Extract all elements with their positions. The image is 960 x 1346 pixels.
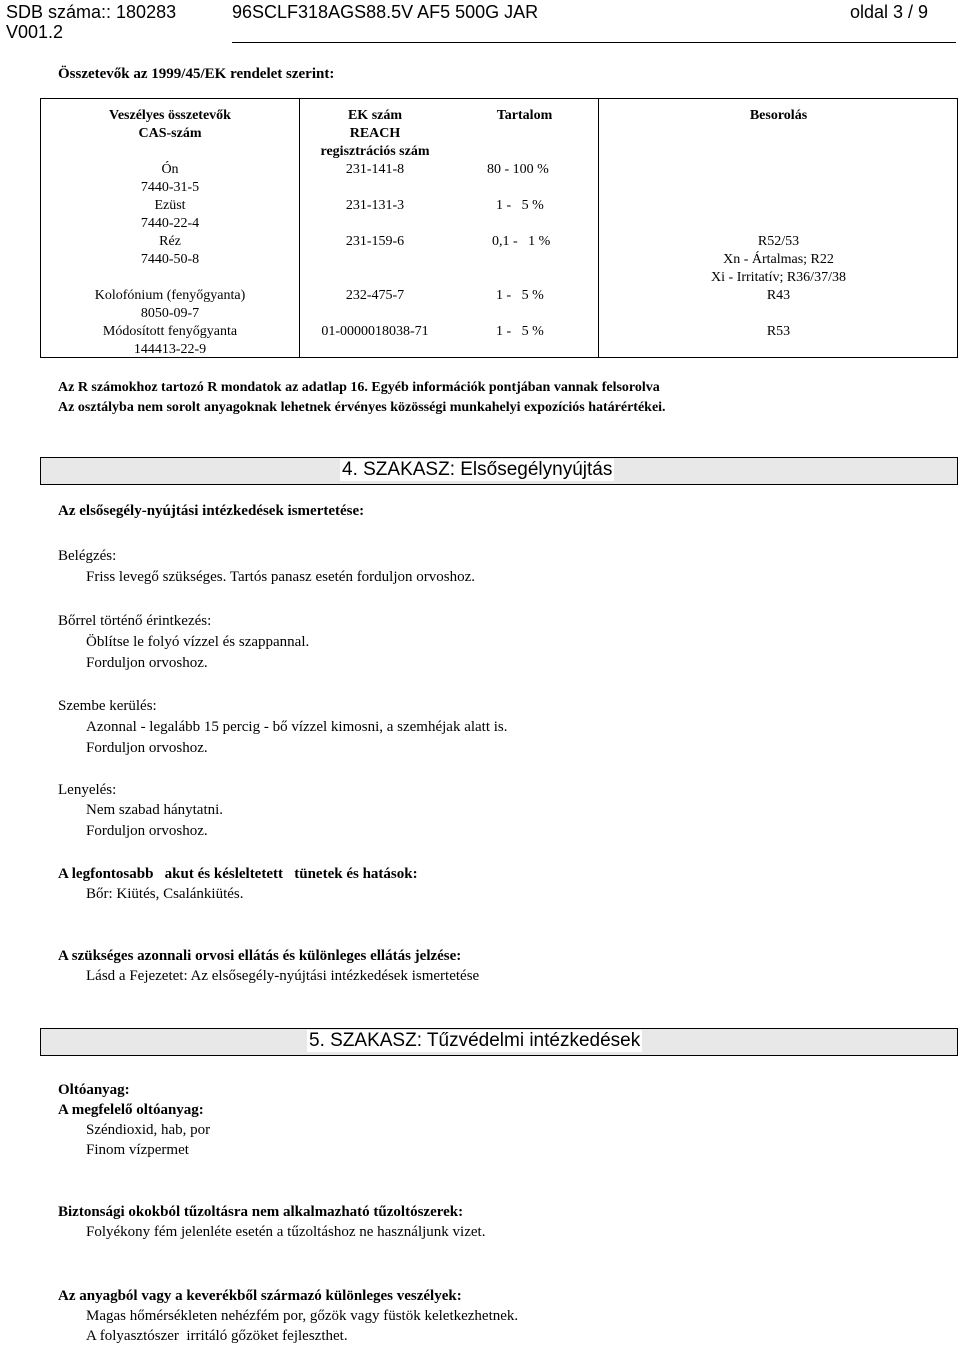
classification-line: R43 <box>766 288 791 303</box>
header-content: Tartalom <box>496 108 553 123</box>
page-indicator: oldal 3 / 9 <box>850 2 929 22</box>
component-ek: 231-141-8 <box>345 162 405 177</box>
composition-title: Összetevők az 1999/45/EK rendelet szerint: <box>58 66 335 82</box>
component-content: 1 - 5 % <box>496 324 544 339</box>
inhalation-label: Belégzés: <box>58 548 117 564</box>
component-ek: 231-159-6 <box>345 234 405 249</box>
ingestion-text: Nem szabad hánytatni. <box>86 802 224 818</box>
component-content: 1 - 5 % <box>496 288 544 303</box>
component-content: 80 - 100 % <box>487 162 549 177</box>
component-cas: 144413-22-9 <box>133 342 207 357</box>
section-4-title: 4. SZAKASZ: Elsősegélynyújtás <box>342 459 613 480</box>
header-hazardous-components: Veszélyes összetevők <box>109 108 231 123</box>
r-phrases-note: Az R számokhoz tartozó R mondatok az adatlap 16. Egyéb információk pontjában vannak felsorolva <box>58 380 660 395</box>
symptoms-text: Bőr: Kiütés, Csalánkiütés. <box>86 886 244 902</box>
skin-contact-text: Öblítse le folyó vízzel és szappannal. <box>86 634 310 650</box>
medical-attention-text: Lásd a Fejezetet: Az elsősegély-nyújtási intézkedések ismertetése <box>86 968 480 984</box>
first-aid-subtitle: Az elsősegély-nyújtási intézkedések ismertetése: <box>58 503 365 519</box>
component-content: 1 - 5 % <box>496 198 544 213</box>
component-name: Ezüst <box>154 198 186 213</box>
eye-contact-text: Forduljon orvoshoz. <box>86 740 208 756</box>
medical-attention-label: A szükséges azonnali orvosi ellátás és különleges ellátás jelzése: <box>58 948 462 964</box>
symptoms-label: A legfontosabb akut és késleltetett tünetek és hatások: <box>58 866 418 882</box>
eye-contact-label: Szembe kerülés: <box>58 698 157 714</box>
component-name: Kolofónium (fenyőgyanta) <box>94 288 246 303</box>
header-cas-number: CAS-szám <box>138 126 202 141</box>
header-ek-number: EK szám <box>347 108 403 123</box>
classification-line: R53 <box>766 324 791 339</box>
unsuitable-media-text: Folyékony fém jelenléte esetén a tűzoltáshoz ne használjunk vizet. <box>86 1224 486 1240</box>
skin-contact-label: Bőrrel történő érintkezés: <box>58 613 212 629</box>
component-cas: 7440-31-5 <box>140 180 200 195</box>
unsuitable-media-label: Biztonsági okokból tűzoltásra nem alkalmazható tűzoltószerek: <box>58 1204 464 1220</box>
product-code: 96SCLF318AGS88.5V AF5 500G JAR <box>232 2 539 22</box>
component-ek: 231-131-3 <box>345 198 405 213</box>
eye-contact-text: Azonnal - legalább 15 percig - bő vízzel kimosni, a szemhéjak alatt is. <box>86 719 508 735</box>
header-registration-number: regisztrációs szám <box>320 144 430 159</box>
header-rule <box>232 42 956 43</box>
special-hazards-label: Az anyagból vagy a keverékből származó különleges veszélyek: <box>58 1288 462 1304</box>
inhalation-text: Friss levegő szükséges. Tartós panasz esetén forduljon orvoshoz. <box>86 569 476 585</box>
component-cas: 8050-09-7 <box>140 306 200 321</box>
component-name: Ón <box>161 162 179 177</box>
ingestion-text: Forduljon orvoshoz. <box>86 823 208 839</box>
component-name: Réz <box>159 234 181 249</box>
component-ek: 232-475-7 <box>345 288 405 303</box>
special-hazards-text: Magas hőmérsékleten nehézfém por, gőzök vagy füstök keletkezhetnek. <box>86 1308 519 1324</box>
component-ek: 01-0000018038-71 <box>321 324 429 339</box>
suitable-media-text: Széndioxid, hab, por <box>86 1122 211 1138</box>
skin-contact-text: Forduljon orvoshoz. <box>86 655 208 671</box>
component-content: 0,1 - 1 % <box>492 234 551 249</box>
extinguishing-media-label: Oltóanyag: <box>58 1082 130 1098</box>
special-hazards-text: A folyasztószer irritáló gőzöket fejleszthet. <box>86 1328 348 1344</box>
sdb-number: SDB száma:: 180283 <box>6 2 177 22</box>
suitable-media-text: Finom vízpermet <box>86 1142 189 1158</box>
component-cas: 7440-50-8 <box>140 252 200 267</box>
classification-line: Xn - Ártalmas; R22 <box>723 252 834 267</box>
classification-line: Xi - Irritatív; R36/37/38 <box>711 270 846 285</box>
header-reach: REACH <box>349 126 401 141</box>
component-name: Módosított fenyőgyanta <box>102 324 238 339</box>
section-5-title: 5. SZAKASZ: Tűzvédelmi intézkedések <box>309 1030 641 1051</box>
classification-line: R52/53 <box>757 234 800 249</box>
composition-table <box>40 98 958 358</box>
version-label: V001.2 <box>6 22 64 42</box>
ingestion-label: Lenyelés: <box>58 782 117 798</box>
suitable-media-label: A megfelelő oltóanyag: <box>58 1102 204 1118</box>
component-cas: 7440-22-4 <box>140 216 200 231</box>
exposure-limits-note: Az osztályba nem sorolt anyagoknak lehetnek érvényes közösségi munkahelyi expozíciós határértékei. <box>58 400 666 415</box>
header-classification: Besorolás <box>749 108 808 123</box>
table-divider <box>598 99 599 357</box>
